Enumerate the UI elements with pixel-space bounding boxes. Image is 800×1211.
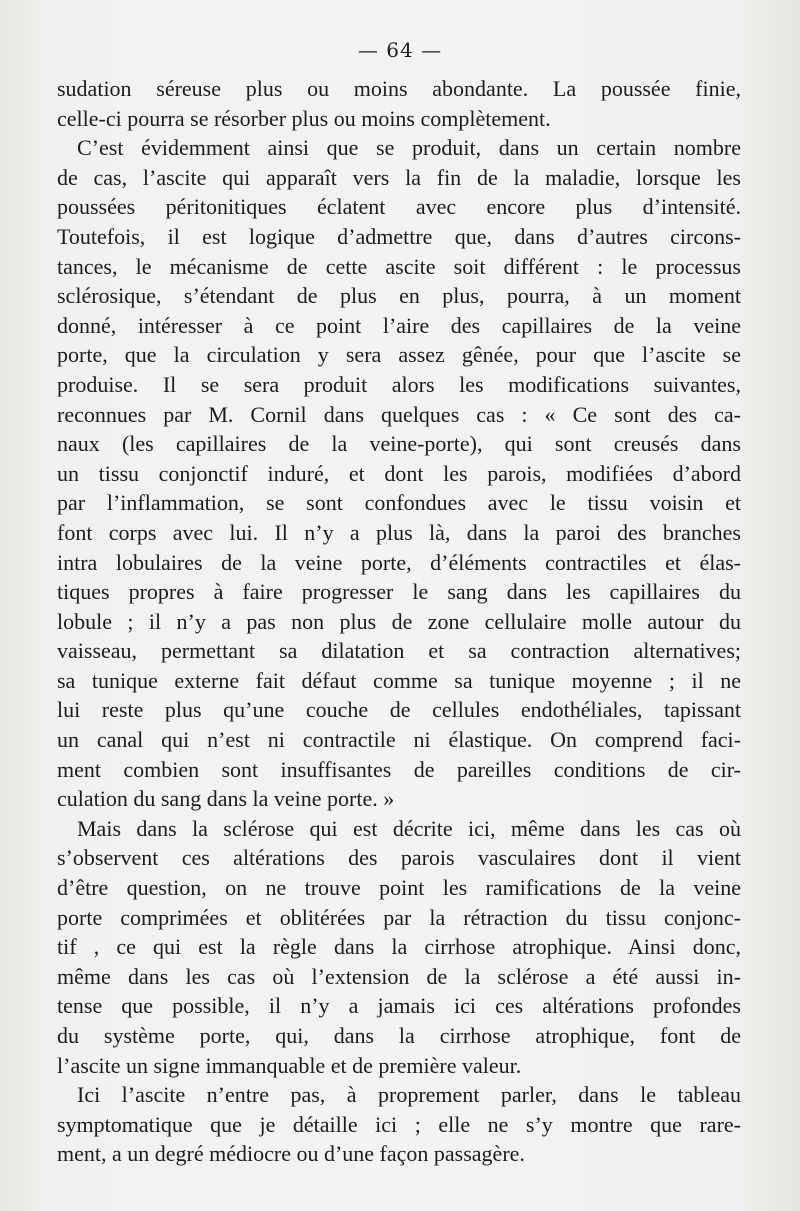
- text-line: porte, que la circulation y sera assez gênée, pour que l’ascite se: [57, 342, 741, 368]
- text-line: reconnues par M. Cornil dans quelques cas : « Ce sont des ca-: [57, 401, 741, 427]
- text-line: poussées péritonitiques éclatent avec encore plus d’intensité.: [57, 194, 741, 220]
- text-line: l’ascite un signe immanquable et de première valeur.: [57, 1052, 522, 1078]
- text-line: un tissu conjonctif induré, et dont les parois, modifiées d’abord: [57, 460, 741, 486]
- text-line: ment, a un degré médiocre ou d’une façon passagère.: [57, 1141, 525, 1167]
- text-line: Mais dans la sclérose qui est décrite ici, même dans les cas où: [77, 815, 741, 841]
- text-line: porte comprimées et oblitérées par la rétraction du tissu conjonc-: [57, 904, 741, 930]
- text-line: sudation séreuse plus ou moins abondante. La poussée finie,: [57, 76, 741, 101]
- text-line: lobule ; il n’y a pas non plus de zone cellulaire molle autour du: [57, 608, 741, 634]
- text-line: celle-ci pourra se résorber plus ou moins complètement.: [57, 105, 551, 131]
- text-line: tense que possible, il n’y a jamais ici ces altérations profondes: [57, 993, 741, 1019]
- text-line: Ici l’ascite n’entre pas, à proprement parler, dans le tableau: [77, 1082, 741, 1108]
- text-line: intra lobulaires de la veine porte, d’éléments contractiles et élas-: [57, 549, 741, 575]
- text-line: lui reste plus qu’une couche de cellules endothéliales, tapissant: [57, 697, 741, 723]
- text-line: font corps avec lui. Il n’y a plus là, dans la paroi des branches: [57, 519, 741, 545]
- paragraph-4: [57, 1080, 741, 1169]
- text-line: culation du sang dans la veine porte. »: [57, 786, 395, 812]
- text-line: Toutefois, il est logique d’admettre que, dans d’autres circons-: [57, 223, 741, 249]
- text-line: donné, intéresser à ce point l’aire des capillaires de la veine: [57, 312, 741, 338]
- text-line: produise. Il se sera produit alors les modifications suivantes,: [57, 371, 741, 397]
- text-line: symptomatique que je détaille ici ; elle ne s’y montre que rare-: [57, 1111, 741, 1137]
- body-text: [57, 74, 741, 1169]
- paragraph-3: [57, 814, 741, 1080]
- text-line: vaisseau, permettant sa dilatation et sa contraction alternatives;: [57, 638, 741, 664]
- text-line: tiques propres à faire progresser le sang dans les capillaires du: [57, 579, 741, 605]
- text-line: d’être question, on ne trouve point les ramifications de la veine: [57, 875, 741, 901]
- text-line: par l’inflammation, se sont confondues avec le tissu voisin et: [57, 490, 741, 516]
- text-line: du système porte, qui, dans la cirrhose atrophique, font de: [57, 1023, 741, 1048]
- text-line: ment combien sont insuffisantes de pareilles conditions de cir-: [57, 756, 741, 782]
- text-line: s’observent ces altérations des parois vasculaires dont il vient: [57, 845, 741, 871]
- page-number: — 64 —: [357, 38, 443, 62]
- text-line: tif , ce qui est la règle dans la cirrhose atrophique. Ainsi donc,: [57, 934, 741, 960]
- text-line: un canal qui n’est ni contractile ni élastique. On comprend faci-: [57, 727, 741, 753]
- text-line: tances, le mécanisme de cette ascite soit différent : le processus: [57, 253, 741, 279]
- text-line: de cas, l’ascite qui apparaît vers la fin de la maladie, lorsque les: [57, 164, 741, 190]
- text-line: C’est évidemment ainsi que se produit, dans un certain nombre: [77, 135, 741, 161]
- text-line: sclérosique, s’étendant de plus en plus, pourra, à un moment: [57, 283, 741, 309]
- text-line: sa tunique externe fait défaut comme sa tunique moyenne ; il ne: [57, 667, 741, 693]
- text-line: naux (les capillaires de la veine-porte), qui sont creusés dans: [57, 431, 741, 457]
- paragraph-1: [57, 74, 741, 133]
- paragraph-2: [57, 133, 741, 814]
- text-line: même dans les cas où l’extension de la sclérose a été aussi in-: [57, 963, 741, 989]
